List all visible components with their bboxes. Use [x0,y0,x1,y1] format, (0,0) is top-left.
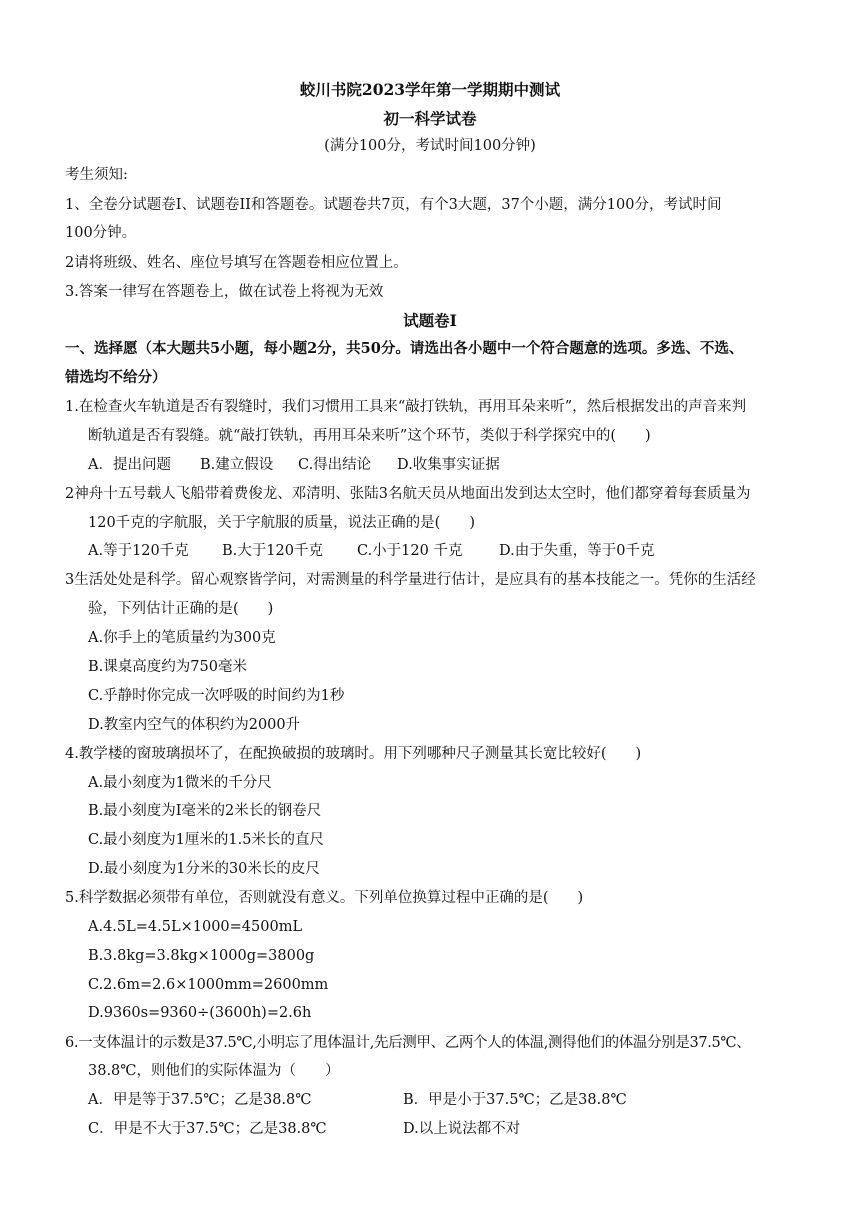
question-4-option-d: D.最小刻度为1分米的30米长的皮尺 [88,861,320,877]
question-5-option-c: C.2.6m=2.6×1000mm=2600mm [88,977,329,993]
question-6-option-d: D.以上说法都不对 [403,1121,521,1137]
question-5-stem: 5.科学数据必须带有单位，否则就没有意义。下列单位换算过程中正确的是( ) [65,890,584,906]
question-6-option-b: B．甲是小于37.5℃；乙是38.8℃ [403,1092,627,1108]
question-2-option-b: B.大于120千克 [222,543,323,559]
question-5-option-d: D.9360s=9360÷(3600h)=2.6h [88,1005,312,1021]
instructions-heading: 考生须知: [65,167,128,183]
question-1-option-b: B.建立假设 [200,457,274,473]
question-1-option-d: D.收集事实证据 [397,457,500,473]
instruction-1-line-2: 100分钟。 [65,225,137,241]
question-6-option-a: A．甲是等于37.5℃；乙是38.8℃ [88,1092,312,1108]
instruction-3: 3.答案一律写在答题卷上，做在试卷上将视为无效 [65,284,384,300]
part-one-heading-line-1: 一、选择愿（本大题共5小题，每小题2分，共50分。请选出各小题中一个符合题意的选项。多选、不选、 [65,340,744,357]
question-1-stem-line-1: 1.在检查火车轨道是否有裂缝时，我们习惯用工具来“敲打铁轨，再用耳朵来听”，然后根据发出的声音来判 [65,399,747,415]
question-3-stem-line-2: 验，下列估计正确的是( ) [88,601,274,617]
instruction-1-line-1: 1、全卷分试题卷I、试题卷II和答题卷。试题卷共7页，有个3大题，37个小题，满分100分，考试时间 [65,197,722,213]
question-5-option-a: A.4.5L=4.5L×1000=4500mL [88,919,303,935]
question-3-option-b: B.课桌高度约为750毫米 [88,659,247,675]
question-2-stem-line-2: 120千克的字航服，关于字航服的质量，说法正确的是( ) [88,515,475,531]
question-3-stem-line-1: 3生活处处是科学。留心观察皆学问，对需测量的科学量进行估计，是应具有的基本技能之一。凭你的生活经 [65,572,756,588]
exam-note: (满分100分，考试时间100分钟) [324,138,536,154]
question-2-stem-line-1: 2神舟十五号载人飞船带着费俊龙、邓清明、张陆3名航天员从地面出发到达太空时，他们都穿着每套质量为 [65,486,751,502]
question-4-option-b: B.最小刻度为I毫米的2米长的钢卷尺 [88,803,322,819]
instruction-2: 2请将班级、姓名、座位号填写在答题卷相应位置上。 [65,255,408,271]
question-1-stem-line-2: 断轨道是否有裂缝。就“敲打铁轨，再用耳朵来听”这个环节，类似于科学探究中的( ) [88,428,651,444]
question-4-option-c: C.最小刻度为1厘米的1.5米长的直尺 [88,832,324,848]
question-6-stem-line-1: 6.一支体温计的示数是37.5℃,小明忘了甩体温计,先后测甲、乙两个人的体温,测得他们的体温分别是37.5℃、 [65,1035,751,1051]
question-6-option-c: C．甲是不大于37.5℃；乙是38.8℃ [88,1121,327,1137]
question-3-option-a: A.你手上的笔质量约为300克 [88,630,276,646]
question-1-option-a: A．提出问题 [88,457,171,473]
exam-title: 蛟川书院2023学年第一学期期中测试 [299,80,561,99]
question-4-stem: 4.教学楼的窗玻璃损坏了，在配换破损的玻璃时。用下列哪种尺子测量其长宽比较好( ) [65,746,642,762]
question-6-stem-line-2: 38.8℃，则他们的实际体温为（ ） [88,1063,340,1079]
exam-subtitle: 初一科学试卷 [383,109,477,128]
section-title: 试题卷Ⅰ [403,311,457,330]
question-5-option-b: B.3.8kg=3.8kg×1000g=3800g [88,948,315,964]
question-1-option-c: C.得出结论 [298,457,372,473]
question-3-option-c: C.乎静时你完成一次呼吸的时间约为1秒 [88,688,345,704]
question-2-option-a: A.等于120千克 [88,543,189,559]
question-2-option-d: D.由于失重，等于0千克 [499,543,655,559]
part-one-heading-line-2: 错选均不给分） [65,369,167,386]
question-2-option-c: C.小于120 千克 [357,543,463,559]
question-4-option-a: A.最小刻度为1微米的千分尺 [88,775,272,791]
question-3-option-d: D.教室内空气的体积约为2000升 [88,717,301,733]
